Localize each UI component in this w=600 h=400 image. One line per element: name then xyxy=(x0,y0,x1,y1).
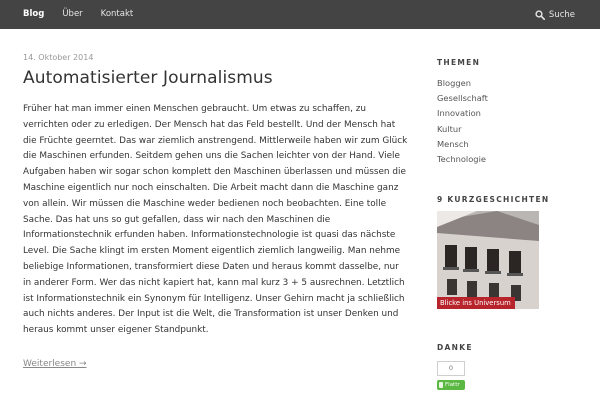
book-cover-image[interactable] xyxy=(437,211,539,309)
search-button[interactable] xyxy=(535,0,575,29)
building-photo xyxy=(437,211,539,309)
stories-widget-title: 9 KURZGESCHICHTEN xyxy=(437,195,550,204)
post-excerpt: Früher hat man immer einen Menschen gebraucht. Um etwas zu schaffen, zu verrichten oder zu erledigen. Der Mensch hat das Feld bestellt. Und der Mensch hat die Früchte geerntet. Das war ziemlich anstrengend. Mittlerweile haben wir zum Glück die Maschinen erfunden. Seitdem gehen uns die Sachen leichter von der Hand. Viele Aufgaben haben wir sogar schon komplett den Maschinen überlassen und müssen die Maschine eigentlich nur noch einschalten. Die Arbeit macht dann die Maschine ganz von allein. Wir müssen die Maschine weder bedienen noch beobachten. Eine tolle Sache. Das hat uns so gut gefallen, dass wir nach den Maschinen die Informationstechnik erfunden haben. Informationstechnologie ist quasi das nächste Level. Die Sache klingt im ersten Moment eigentlich ziemlich langweilig. Man nehme beliebige Informationen, transformiert diese Daten und heraus kommt dasselbe, nur in anderer Form. Wer das nicht kapiert hat, kann mal kurz 3 + 5 ausrechnen. Letztlich ist Informationstechnik ein Synonym für Intelligenz. Unser Gehirn macht ja schließlich auch nichts anderes. Der Input ist die Welt, die Transformation ist unser Denken und heraus kommt unser eigener Standpunkt. xyxy=(23,104,408,336)
search-label: Suche xyxy=(548,9,575,20)
theme-link-mensch[interactable]: Mensch xyxy=(437,138,469,149)
read-more-link[interactable]: Weiterlesen → xyxy=(23,359,87,369)
photo-caption: Blicke ins Universum xyxy=(437,297,515,309)
main-nav xyxy=(14,0,142,29)
flattr-button[interactable]: Flattr xyxy=(437,380,465,390)
themes-list xyxy=(437,76,488,167)
nav-item-kontakt[interactable]: Kontakt xyxy=(100,9,134,19)
nav-item-ueber[interactable]: Über xyxy=(62,9,83,19)
search-icon xyxy=(535,10,545,20)
post-title[interactable]: Automatisierter Journalismus xyxy=(23,68,273,88)
themes-widget-title: THEMEN xyxy=(437,58,481,67)
theme-link-bloggen[interactable]: Bloggen xyxy=(437,78,471,88)
theme-link-technologie[interactable]: Technologie xyxy=(437,154,486,165)
thanks-widget-title: DANKE xyxy=(437,343,473,352)
top-navigation-bar xyxy=(0,0,600,29)
flattr-count: 0 xyxy=(437,361,465,376)
theme-link-innovation[interactable]: Innovation xyxy=(437,108,481,119)
nav-item-blog[interactable]: Blog xyxy=(23,9,45,19)
theme-link-kultur[interactable]: Kultur xyxy=(437,123,462,134)
post-date[interactable]: 14. Oktober 2014 xyxy=(23,53,94,62)
theme-link-gesellschaft[interactable]: Gesellschaft xyxy=(437,93,488,104)
